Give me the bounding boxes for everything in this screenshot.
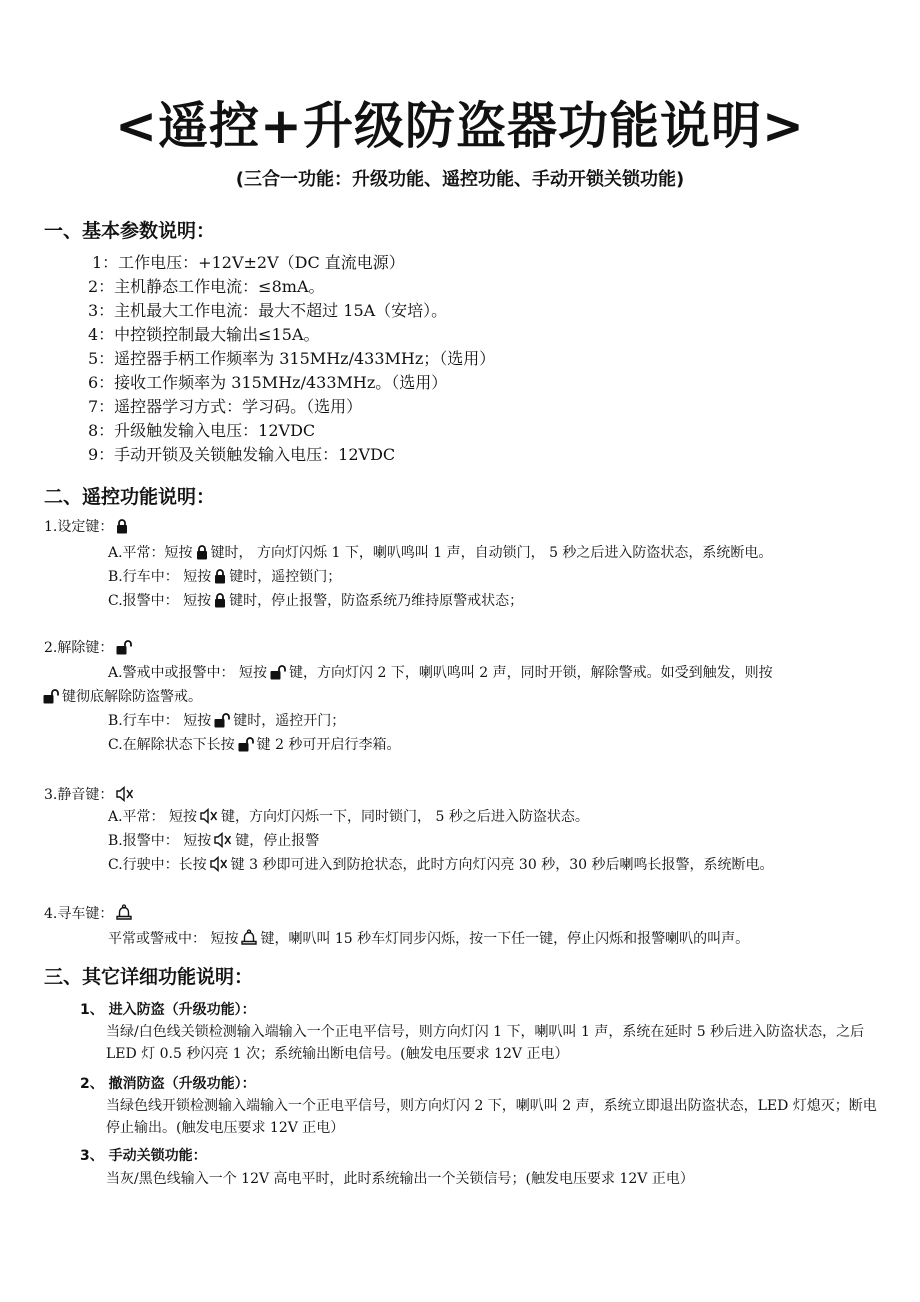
unlock-icon (43, 689, 59, 704)
find-key-a-post: 键，喇叭叫 15 秒车灯同步闪烁，按一下任一键，停止闪烁和报警喇叭的叫声。 (260, 931, 750, 947)
section-1-heading: 一、基本参数说明： (44, 220, 216, 242)
set-key-b-post: 键时，遥控锁门； (229, 569, 342, 585)
mute-key-a (108, 806, 589, 828)
unlock-key-c-post: 键 2 秒可开启行李箱。 (256, 737, 401, 753)
unlock-key-b-pre: B.行车中： 短按 (108, 713, 212, 729)
param-4: 4：中控锁控制最大输出≤15A。 (88, 325, 320, 344)
detail-2-text: 当绿色线开锁检测输入端输入一个正电平信号，则方向灯闪 2 下，喇叭叫 2 声，系统立即退出防盗状态，LED 灯熄灭；断电停止输出。(触发电压要求 12V 正电） (106, 1098, 877, 1136)
set-key-b (108, 566, 341, 588)
unlock-icon (214, 713, 230, 728)
set-key-a-post: 键时， 方向灯闪烁 1 下，喇叭鸣叫 1 声，自动锁门， 5 秒之后进入防盗状态，系统断电。 (210, 545, 773, 561)
mute-icon (200, 808, 218, 824)
unlock-key-b-post: 键时，遥控开门； (233, 713, 346, 729)
lock-icon (214, 569, 226, 584)
unlock-key-a-pre: A.警戒中或报警中： 短按 (108, 665, 268, 681)
find-key-a-pre: 平常或警戒中： 短按 (108, 931, 239, 947)
section-3-heading: 三、其它详细功能说明： (44, 966, 254, 988)
unlock-key-a-cont (40, 686, 202, 708)
param-3: 3：主机最大工作电流：最大不超过 15A（安培）。 (88, 301, 448, 320)
unlock-icon (270, 665, 286, 680)
set-key-c (108, 590, 523, 612)
unlock-key-label-text: 2.解除键： (44, 640, 114, 656)
lock-icon (214, 593, 226, 608)
param-2: 2：主机静态工作电流：≤8mA。 (88, 277, 325, 296)
mute-key-b-pre: B.报警中： 短按 (108, 833, 212, 849)
set-key-b-pre: B.行车中： 短按 (108, 569, 212, 585)
lock-icon (196, 545, 208, 560)
bell-icon (116, 904, 132, 921)
mute-key-b-post: 键，停止报警 (235, 833, 320, 849)
unlock-key-a-post: 键，方向灯闪 2 下，喇叭鸣叫 2 声，同时开锁，解除警戒。如受到触发，则按 (289, 665, 773, 681)
mute-key-label-text: 3.静音键： (44, 787, 114, 803)
unlock-icon (238, 737, 254, 752)
set-key-a-pre: A.平常：短按 (108, 545, 193, 561)
param-6: 6：接收工作频率为 315MHz/433MHz。（选用） (88, 373, 448, 392)
set-key-label-text: 1.设定键： (44, 519, 114, 535)
mute-key-a-pre: A.平常： 短按 (108, 809, 198, 825)
mute-key-c-post: 键 3 秒即可进入到防抢状态，此时方向灯闪亮 30 秒，30 秒后喇鸣长报警，系统断电。 (230, 857, 774, 873)
mute-key-c (108, 854, 773, 876)
unlock-key-label (44, 637, 135, 659)
detail-3-text: 当灰/黑色线输入一个 12V 高电平时，此时系统输出一个关锁信号；(触发电压要求 12V 正电） (106, 1171, 694, 1187)
lock-icon (116, 519, 128, 534)
unlock-key-b (108, 710, 345, 732)
find-key-label (44, 903, 135, 925)
mute-icon (214, 832, 232, 848)
param-9: 9：手动开锁及关锁触发输入电压：12VDC (88, 445, 396, 464)
unlock-key-a-cont-text: 键彻底解除防盗警戒。 (62, 689, 202, 705)
detail-1-text: 当绿/白色线关锁检测输入端输入一个正电平信号，则方向灯闪 1 下，喇叭叫 1 声，系统在延时 5 秒后进入防盗状态，之后 LED 灯 0.5 秒闪亮 1 次；系统输出断电信号。(触发电压要求 12V 正电） (106, 1024, 865, 1062)
bell-icon (241, 929, 257, 946)
mute-icon (116, 786, 134, 802)
unlock-key-c-pre: C.在解除状态下长按 (108, 737, 235, 753)
mute-key-label (44, 784, 137, 806)
find-key-label-text: 4.寻车键： (44, 906, 114, 922)
set-key-c-post: 键时，停止报警，防盗系统乃维持原警戒状态； (229, 593, 524, 609)
section-2-heading: 二、遥控功能说明： (44, 486, 216, 508)
find-key-a (108, 928, 749, 950)
set-key-a (108, 542, 772, 564)
page-title: <遥控+升级防盗器功能说明> (115, 97, 805, 155)
unlock-key-a (108, 662, 773, 684)
mute-key-b (108, 830, 319, 852)
set-key-label (44, 516, 131, 538)
set-key-c-pre: C.报警中： 短按 (108, 593, 212, 609)
detail-2-label: 2、 撤消防盗（升级功能）： (80, 1076, 256, 1092)
mute-key-c-pre: C.行驶中：长按 (108, 857, 207, 873)
detail-1-label: 1、 进入防盗（升级功能）： (80, 1002, 256, 1018)
param-7: 7：遥控器学习方式：学习码。（选用） (88, 397, 363, 416)
mute-icon (210, 856, 228, 872)
param-8: 8：升级触发输入电压：12VDC (88, 421, 316, 440)
mute-key-a-post: 键，方向灯闪烁一下，同时锁门， 5 秒之后进入防盗状态。 (221, 809, 589, 825)
param-1: 1：工作电压：+12V±2V（DC 直流电源） (92, 253, 405, 272)
detail-3-label: 3、 手动关锁功能： (80, 1148, 207, 1164)
page-subtitle: (三合一功能：升级功能、遥控功能、手动开锁关锁功能) (235, 169, 685, 190)
unlock-key-c (108, 734, 400, 756)
unlock-icon (116, 640, 132, 655)
param-5: 5：遥控器手柄工作频率为 315MHz/433MHz；（选用） (88, 349, 496, 368)
